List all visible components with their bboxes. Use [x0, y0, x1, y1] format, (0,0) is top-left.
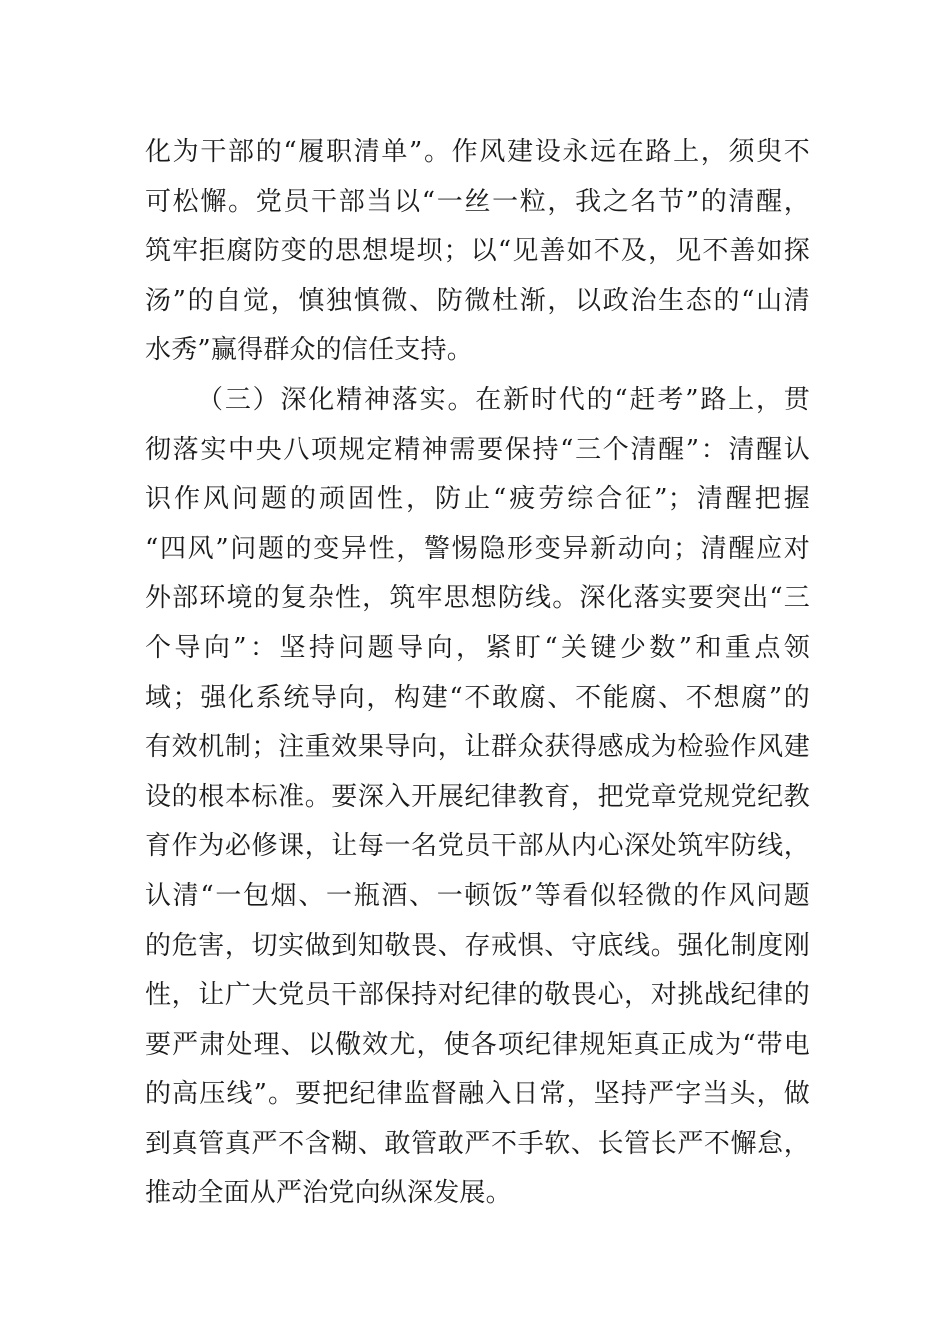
text-line: “四风”问题的变异性，警惕隐形变异新动向；清醒应对	[145, 533, 810, 564]
text-line: 要严肃处理、以儆效尤，使各项纪律规矩真正成为“带电	[145, 1029, 810, 1060]
paragraph-1	[145, 128, 810, 376]
text-line: 到真管真严不含糊、敢管敢严不手软、长管长严不懈怠，	[145, 1128, 810, 1159]
text-line: 育作为必修课，让每一名党员干部从内心深处筑牢防线，	[145, 831, 810, 862]
text-line: 汤”的自觉，慎独慎微、防微杜渐，以政治生态的“山清	[145, 285, 810, 316]
text-line: 水秀”赢得群众的信任支持。	[145, 335, 473, 366]
paragraph-2	[145, 376, 810, 1219]
section-heading-line: （三）深化精神落实。在新时代的“赶考”路上，贯	[197, 384, 810, 415]
text-line: 可松懈。党员干部当以“一丝一粒，我之名节”的清醒，	[145, 186, 810, 217]
text-line: 设的根本标准。要深入开展纪律教育，把党章党规党纪教	[145, 781, 810, 812]
text-line: 认清“一包烟、一瓶酒、一顿饭”等看似轻微的作风问题	[145, 880, 810, 911]
text-line: 外部环境的复杂性，筑牢思想防线。深化落实要突出“三	[145, 583, 810, 614]
body-text	[145, 128, 810, 1219]
text-line: 推动全面从严治党向纵深发展。	[145, 1178, 512, 1209]
text-line: 的高压线”。要把纪律监督融入日常，坚持严字当头，做	[145, 1079, 810, 1110]
text-line: 识作风问题的顽固性，防止“疲劳综合征”；清醒把握	[145, 484, 810, 515]
text-line: 化为干部的“履职清单”。作风建设永远在路上，须臾不	[145, 137, 810, 167]
text-line: 域；强化系统导向，构建“不敢腐、不能腐、不想腐”的	[145, 682, 810, 713]
text-line: 彻落实中央八项规定精神需要保持“三个清醒”：清醒认	[145, 434, 810, 465]
text-line: 的危害，切实做到知敬畏、存戒惧、守底线。强化制度刚	[145, 930, 810, 961]
text-line: 个导向”：坚持问题导向，紧盯“关键少数”和重点领	[145, 632, 810, 663]
text-line: 筑牢拒腐防变的思想堤坝；以“见善如不及，见不善如探	[145, 236, 810, 267]
text-line: 性，让广大党员干部保持对纪律的敬畏心，对挑战纪律的	[145, 980, 810, 1011]
text-line: 有效机制；注重效果导向，让群众获得感成为检验作风建	[145, 732, 810, 763]
